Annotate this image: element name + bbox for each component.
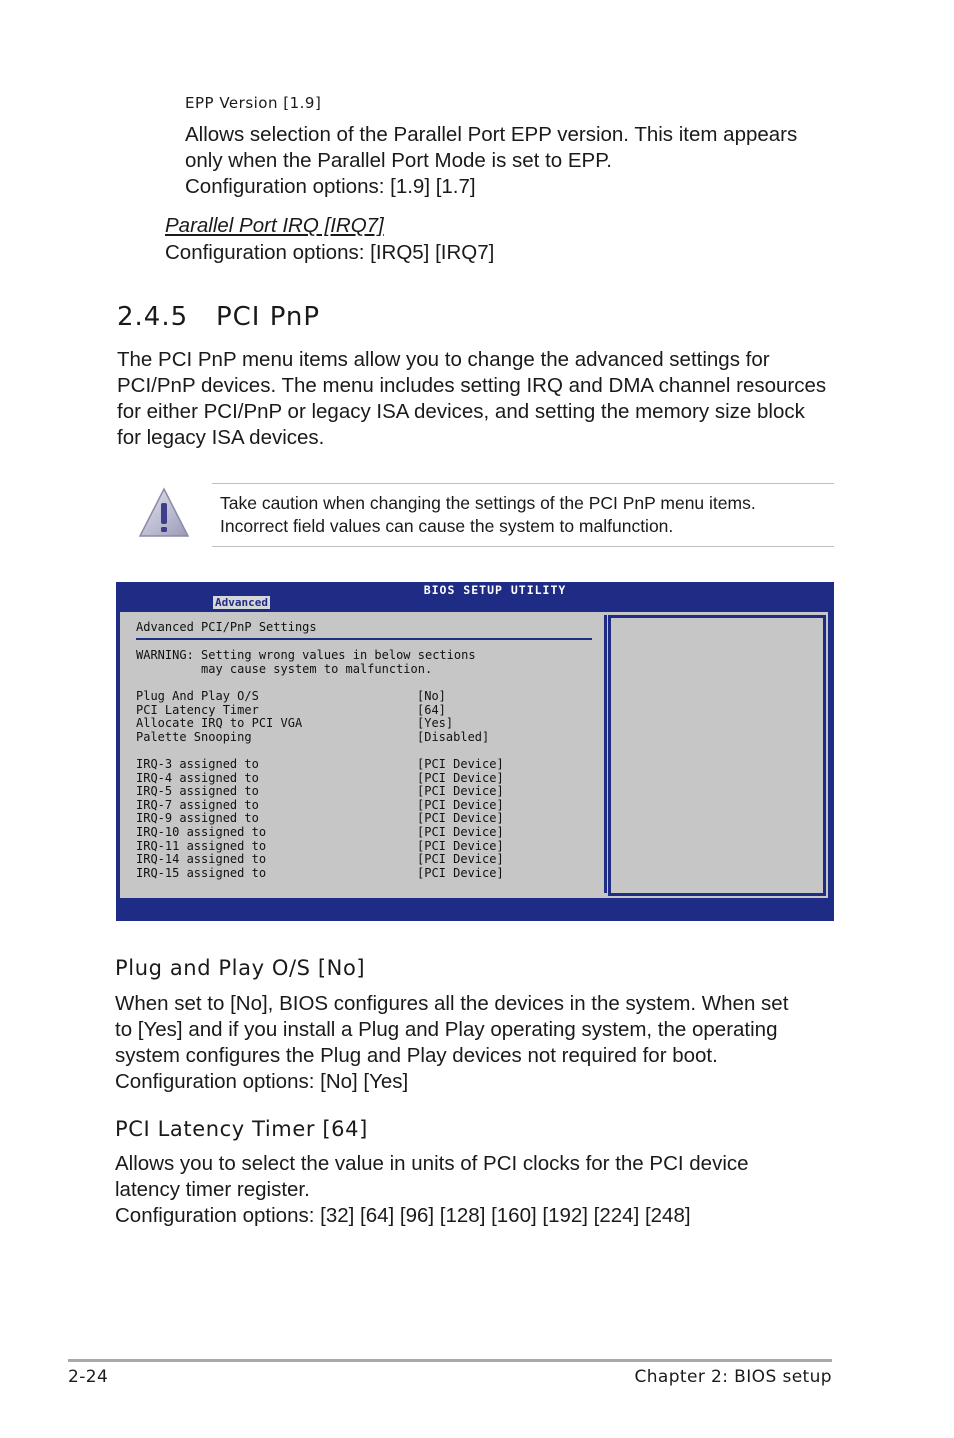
epp-version-heading: EPP Version [1.9] — [185, 94, 322, 112]
bios-irq-value: [PCI Device] — [417, 797, 504, 812]
bios-setting-value: [Yes] — [417, 716, 454, 731]
bios-irq-value: [PCI Device] — [417, 784, 504, 799]
bios-irq-label: IRQ-15 assigned to — [136, 865, 267, 880]
page-number: 2-24 — [68, 1367, 109, 1387]
pci-latency-heading: PCI Latency Timer [64] — [115, 1117, 368, 1141]
bios-setting-label: PCI Latency Timer — [136, 702, 259, 717]
bios-warning-line: may cause system to malfunction. — [136, 662, 433, 676]
text-line: Incorrect field values can cause the system to malfunction. — [220, 516, 674, 536]
pnp-os-heading: Plug and Play O/S [No] — [115, 956, 366, 980]
bios-irq-label: IRQ-14 assigned to — [136, 852, 267, 867]
parallel-port-irq-options: Configuration options: [IRQ5] [IRQ7] — [165, 241, 495, 264]
text-line: Configuration options: [1.9] [1.7] — [185, 175, 476, 198]
bios-irq-value: [PCI Device] — [417, 852, 504, 867]
bios-setting-value: [Disabled] — [417, 729, 490, 744]
bios-irq-value: [PCI Device] — [417, 811, 504, 826]
section-title: 2.4.5 PCI PnP — [117, 302, 321, 332]
bios-help-pane — [608, 615, 826, 896]
text-line: system configures the Plug and Play devices not required for boot. — [115, 1044, 718, 1067]
bios-setting-value: [64] — [417, 702, 446, 717]
bios-irq-label: IRQ-4 assigned to — [136, 770, 259, 785]
text-line: only when the Parallel Port Mode is set to EPP. — [185, 149, 612, 172]
text-line: Take caution when changing the settings of the PCI PnP menu items. — [220, 493, 756, 513]
bios-irq-value: [PCI Device] — [417, 825, 504, 839]
footer-rule — [68, 1359, 832, 1362]
bios-irq-label: IRQ-7 assigned to — [136, 797, 259, 812]
bios-irq-label: IRQ-5 assigned to — [136, 784, 259, 799]
bios-screenshot — [116, 582, 834, 921]
bios-warning-line: WARNING: Setting wrong values in below sections — [136, 648, 476, 662]
bios-irq-value: [PCI Device] — [417, 770, 504, 785]
bios-setting-label: Plug And Play O/S — [136, 689, 259, 703]
bios-irq-value: [PCI Device] — [417, 865, 504, 880]
bios-irq-label: IRQ-11 assigned to — [136, 838, 267, 853]
pci-latency-description — [115, 1151, 749, 1229]
bios-irq-value: [PCI Device] — [417, 838, 504, 853]
bios-irq-label: IRQ-3 assigned to — [136, 757, 259, 771]
parallel-port-irq-heading: Parallel Port IRQ [IRQ7] — [165, 214, 384, 237]
bios-panel — [120, 612, 828, 898]
section-intro — [117, 347, 826, 451]
text-line: PCI/PnP devices. The menu includes setting IRQ and DMA channel resources — [117, 374, 827, 397]
text-line: latency timer register. — [115, 1178, 310, 1201]
text-line: Allows selection of the Parallel Port EPP version. This item appears — [185, 123, 798, 146]
pnp-os-description — [115, 991, 788, 1095]
bios-irq-label: IRQ-9 assigned to — [136, 811, 259, 826]
note-top-rule — [212, 483, 834, 484]
bios-tab-advanced: Advanced — [215, 596, 268, 609]
epp-version-description — [185, 122, 797, 200]
text-line: Configuration options: [No] [Yes] — [115, 1070, 409, 1093]
text-line: for legacy ISA devices. — [117, 426, 325, 449]
text-line: The PCI PnP menu items allow you to change the advanced settings for — [117, 348, 770, 371]
chapter-title: Chapter 2: BIOS setup — [634, 1367, 832, 1387]
text-line: to [Yes] and if you install a Plug and Play operating system, the operating — [115, 1018, 778, 1041]
warning-triangle-icon — [138, 487, 190, 544]
bios-irq-value: [PCI Device] — [417, 757, 504, 771]
bios-setting-label: Palette Snooping — [136, 729, 252, 744]
bios-irq-label: IRQ-10 assigned to — [136, 825, 267, 839]
bios-setting-label: Allocate IRQ to PCI VGA — [136, 716, 303, 731]
caution-text — [220, 492, 756, 538]
bios-setting-value: [No] — [417, 689, 446, 703]
text-line: Configuration options: [32] [64] [96] [128] [160] [192] [224] [248] — [115, 1204, 691, 1227]
note-bottom-rule — [212, 546, 834, 547]
bios-panel-title: Advanced PCI/PnP Settings — [136, 620, 317, 634]
text-line: Allows you to select the value in units of PCI clocks for the PCI device — [115, 1152, 749, 1175]
bios-title: BIOS SETUP UTILITY — [423, 583, 567, 597]
bios-separator — [136, 638, 592, 640]
text-line: When set to [No], BIOS configures all the devices in the system. When set — [115, 992, 789, 1015]
text-line: for either PCI/PnP or legacy ISA devices, and setting the memory size block — [117, 400, 805, 423]
